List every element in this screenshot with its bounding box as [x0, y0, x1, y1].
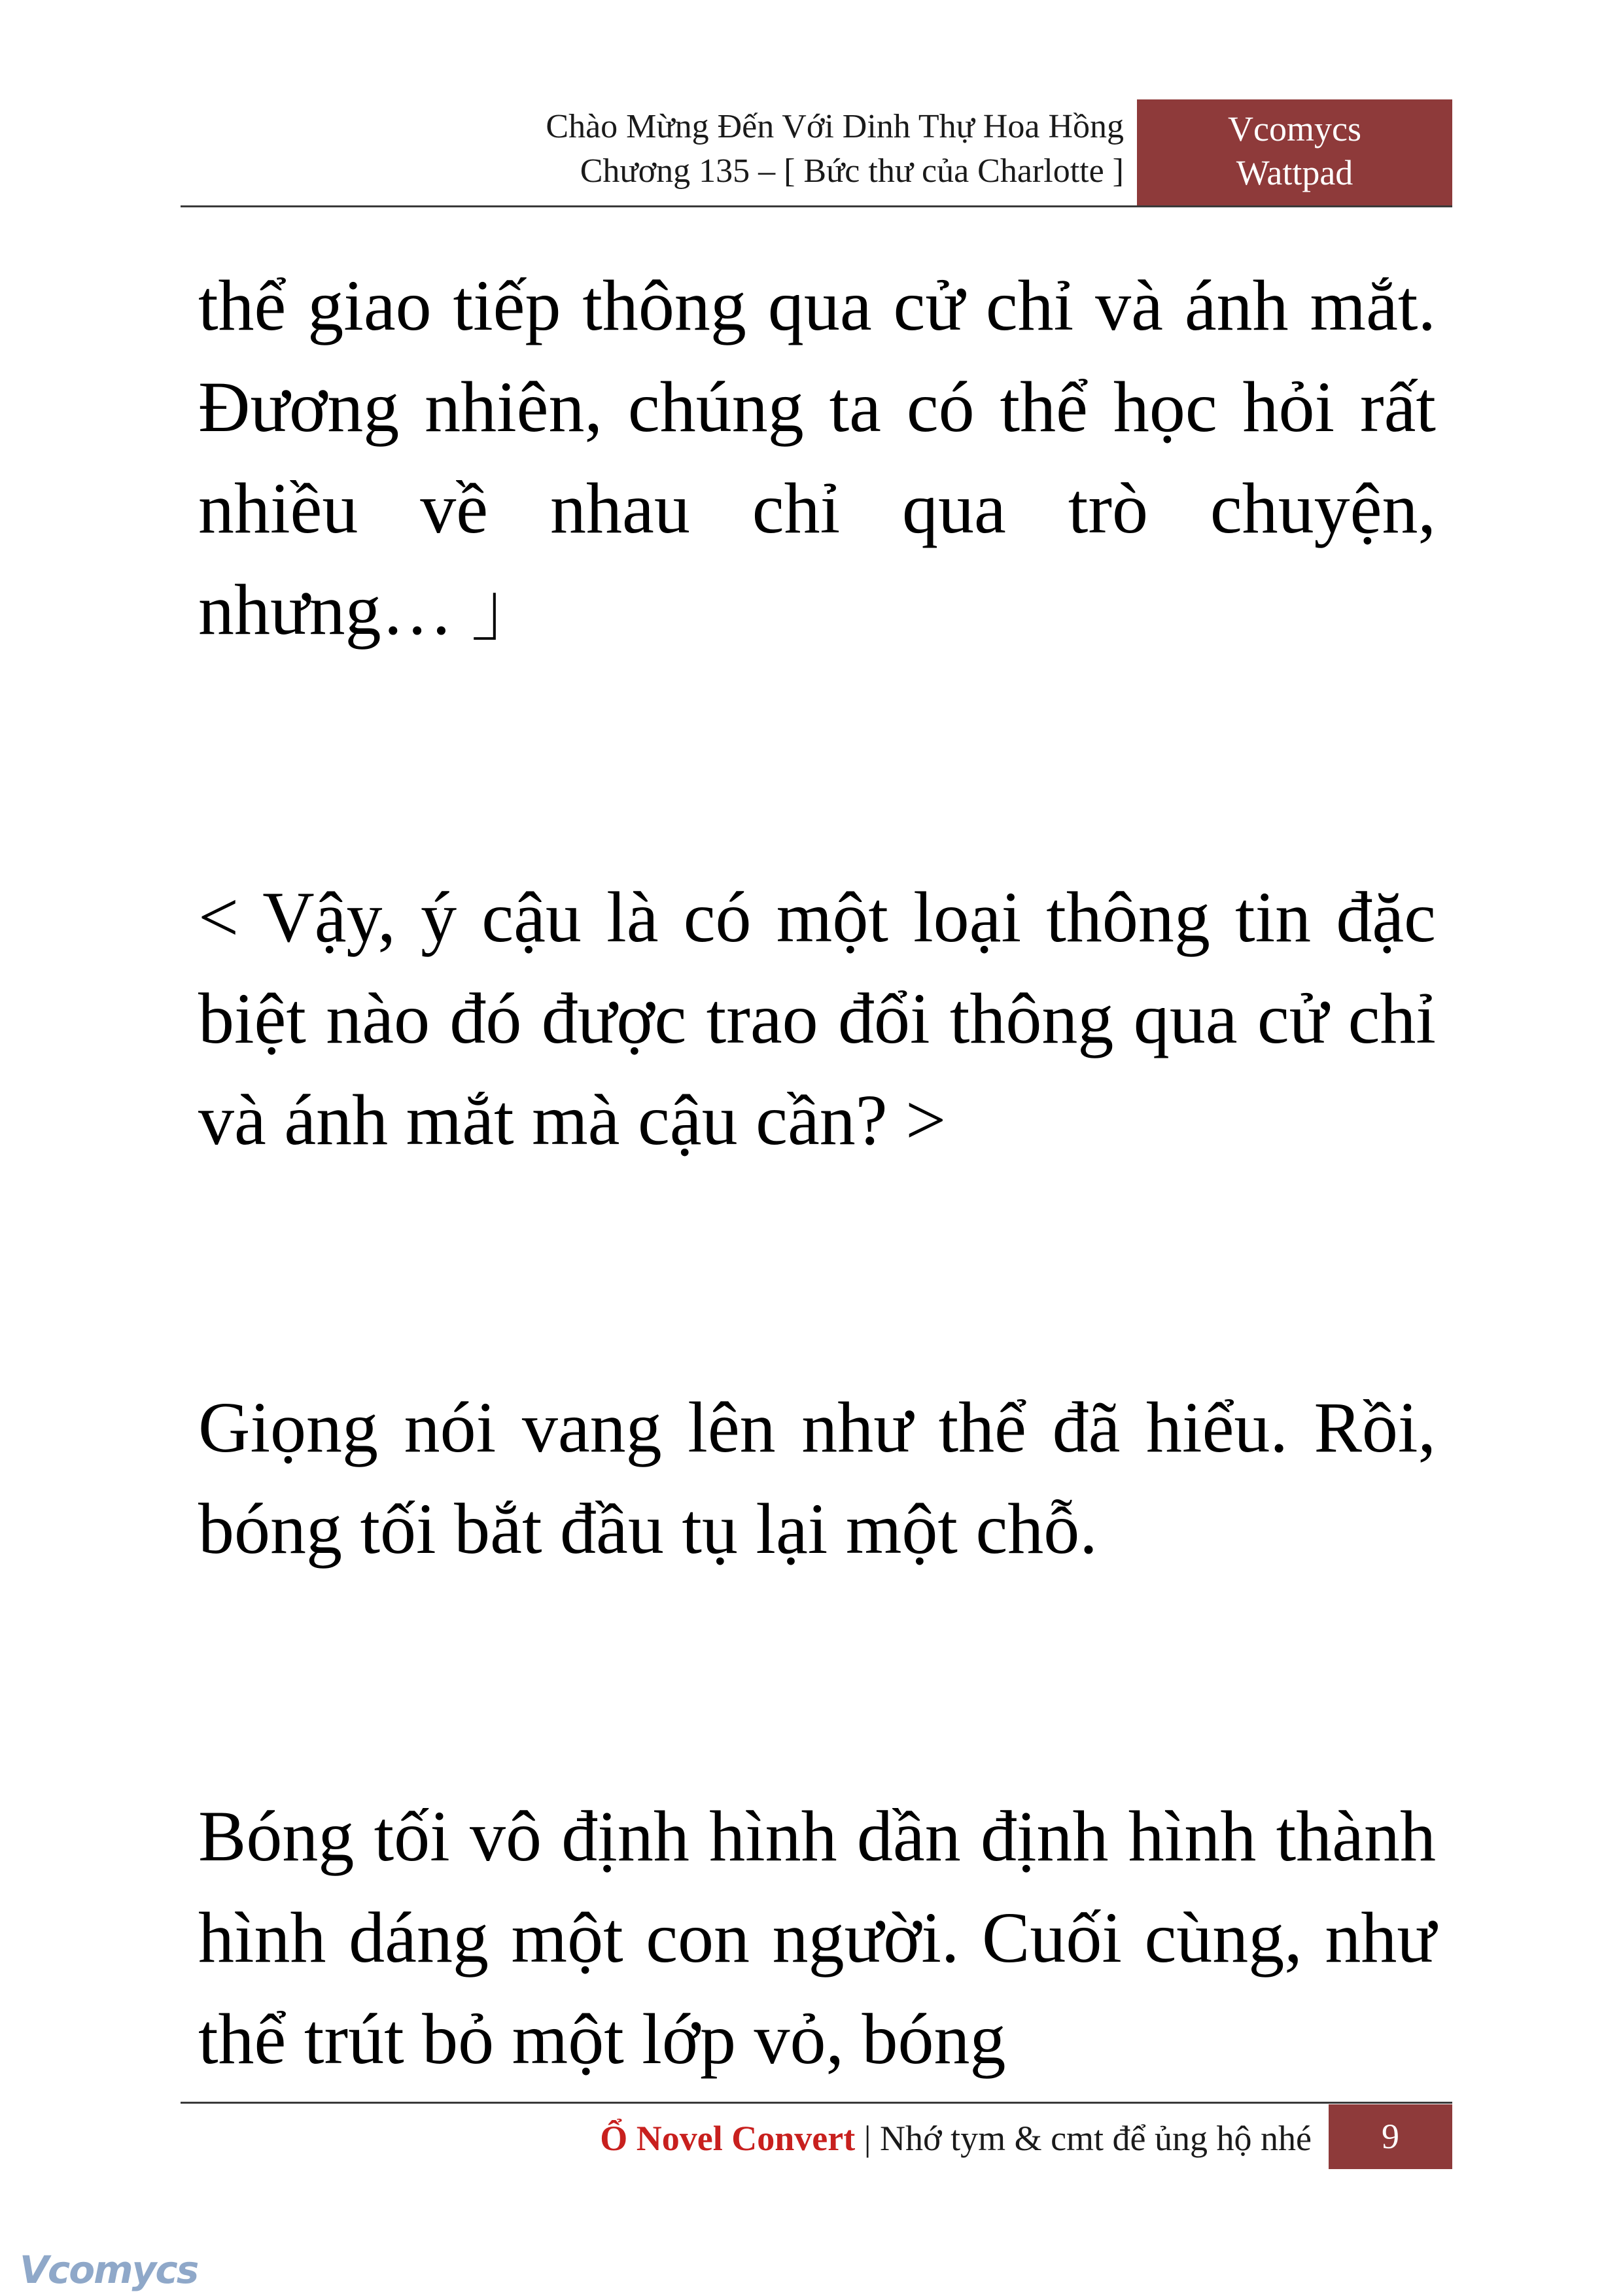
- page-body: [198, 255, 1436, 2296]
- footer-brand: Ổ Novel Convert: [600, 2119, 856, 2158]
- footer-divider: [181, 2102, 1452, 2104]
- brand-line-1: Vcomycs: [1228, 109, 1361, 148]
- footer-separator: |: [855, 2119, 881, 2158]
- paragraph: thể giao tiếp thông qua cử chỉ và ánh mắt. Đương nhiên, chúng ta có thể học hỏi rất nhiều về nhau chỉ qua trò chuyện, nhưng… 」: [198, 266, 1436, 650]
- running-header: [393, 105, 1124, 194]
- footer-note: Nhớ tym & cmt để ủng hộ nhé: [880, 2119, 1312, 2158]
- watermark-logo: Vcomycs: [20, 2248, 198, 2292]
- brand-badge: [1137, 99, 1452, 206]
- header-divider: [181, 205, 1452, 207]
- page-number: 9: [1329, 2104, 1452, 2169]
- running-footer: [393, 2109, 1312, 2168]
- brand-line-2: Wattpad: [1236, 153, 1353, 192]
- book-title: Chào Mừng Đến Với Dinh Thự Hoa Hồng: [546, 108, 1124, 145]
- paragraph: < Vậy, ý cậu là có một loại thông tin đặc biệt nào đó được trao đổi thông qua cử chỉ và ánh mắt mà cậu cần? >: [198, 877, 1436, 1160]
- paragraph: Bóng tối vô định hình dần định hình thành hình dáng một con người. Cuối cùng, như thể trút bỏ một lớp vỏ, bóng: [198, 1796, 1436, 2079]
- chapter-title: Chương 135 – [ Bức thư của Charlotte ]: [580, 152, 1124, 190]
- paragraph: Giọng nói vang lên như thể đã hiểu. Rồi, bóng tối bắt đầu tụ lại một chỗ.: [198, 1387, 1436, 1569]
